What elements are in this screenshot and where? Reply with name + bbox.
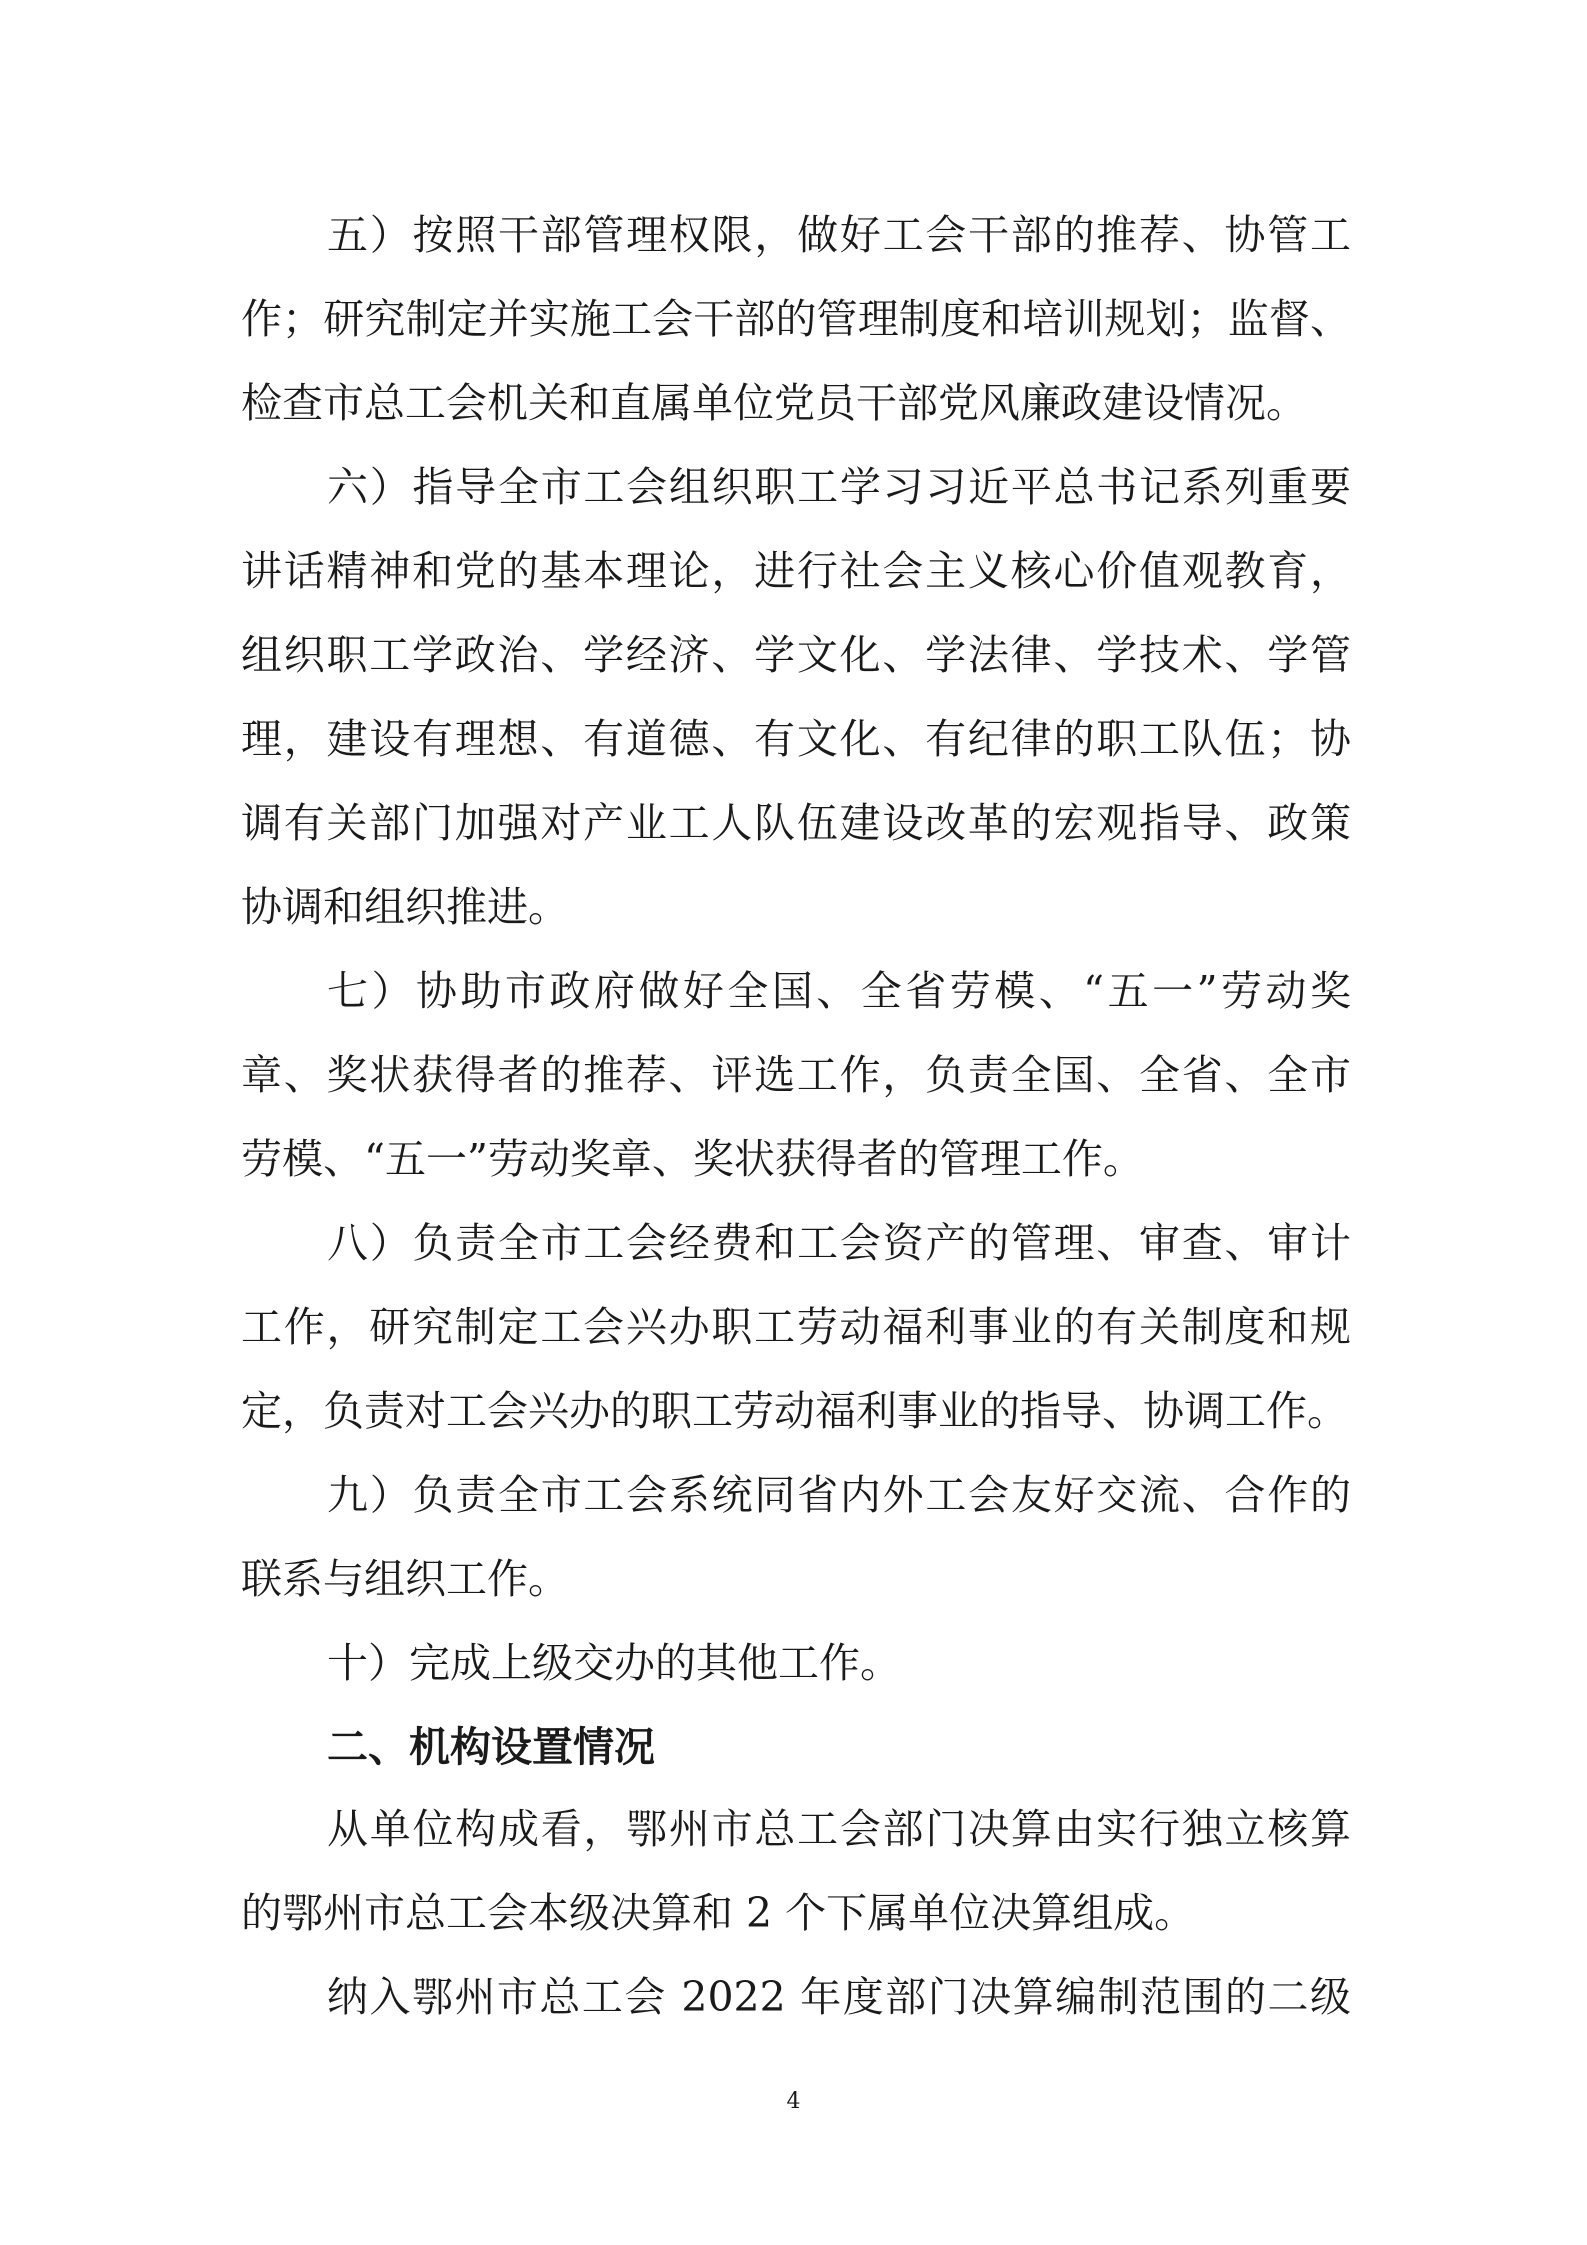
paragraph-6-line-5: 调有关部门加强对产业工人队伍建设改革的宏观指导、政策 bbox=[241, 799, 1351, 847]
paragraph-6-line-3: 组织职工学政治、学经济、学文化、学法律、学技术、学管 bbox=[241, 631, 1351, 679]
paragraph-8-line-3: 定，负责对工会兴办的职工劳动福利事业的指导、协调工作。 bbox=[241, 1387, 1348, 1435]
page-number: 4 bbox=[786, 2089, 801, 2114]
paragraph-7-line-1: 七）协助市政府做好全国、全省劳模、“五一”劳动奖 bbox=[327, 967, 1351, 1015]
paragraph-5-line-2: 作；研究制定并实施工会干部的管理制度和培训规划；监督、 bbox=[241, 295, 1351, 343]
paragraph-10-line-1: 十）完成上级交办的其他工作。 bbox=[327, 1639, 901, 1687]
structure-paragraph-line-1: 从单位构成看，鄂州市总工会部门决算由实行独立核算 bbox=[327, 1805, 1351, 1853]
paragraph-5-line-3: 检查市总工会机关和直属单位党员干部党风廉政建设情况。 bbox=[241, 379, 1307, 427]
paragraph-6-line-6: 协调和组织推进。 bbox=[241, 883, 569, 931]
paragraph-8-line-1: 八）负责全市工会经费和工会资产的管理、审查、审计 bbox=[327, 1219, 1351, 1267]
structure-paragraph-line-2: 的鄂州市总工会本级决算和 2 个下属单位决算组成。 bbox=[241, 1889, 1196, 1937]
section-heading: 二、机构设置情况 bbox=[327, 1723, 655, 1771]
paragraph-7-line-2: 章、奖状获得者的推荐、评选工作，负责全国、全省、全市 bbox=[241, 1051, 1351, 1099]
paragraph-8-line-2: 工作，研究制定工会兴办职工劳动福利事业的有关制度和规 bbox=[241, 1303, 1351, 1351]
paragraph-6-line-4: 理，建设有理想、有道德、有文化、有纪律的职工队伍；协 bbox=[241, 715, 1351, 763]
paragraph-6-line-1: 六）指导全市工会组织职工学习习近平总书记系列重要 bbox=[327, 463, 1351, 511]
paragraph-6-line-2: 讲话精神和党的基本理论，进行社会主义核心价值观教育， bbox=[241, 547, 1351, 595]
paragraph-5-line-1: 五）按照干部管理权限，做好工会干部的推荐、协管工 bbox=[327, 211, 1351, 259]
paragraph-9-line-2: 联系与组织工作。 bbox=[241, 1555, 569, 1603]
scope-paragraph-line-1: 纳入鄂州市总工会 2022 年度部门决算编制范围的二级 bbox=[327, 1973, 1351, 2021]
paragraph-9-line-1: 九）负责全市工会系统同省内外工会友好交流、合作的 bbox=[327, 1471, 1351, 1519]
paragraph-7-line-3: 劳模、“五一”劳动奖章、奖状获得者的管理工作。 bbox=[241, 1135, 1144, 1183]
